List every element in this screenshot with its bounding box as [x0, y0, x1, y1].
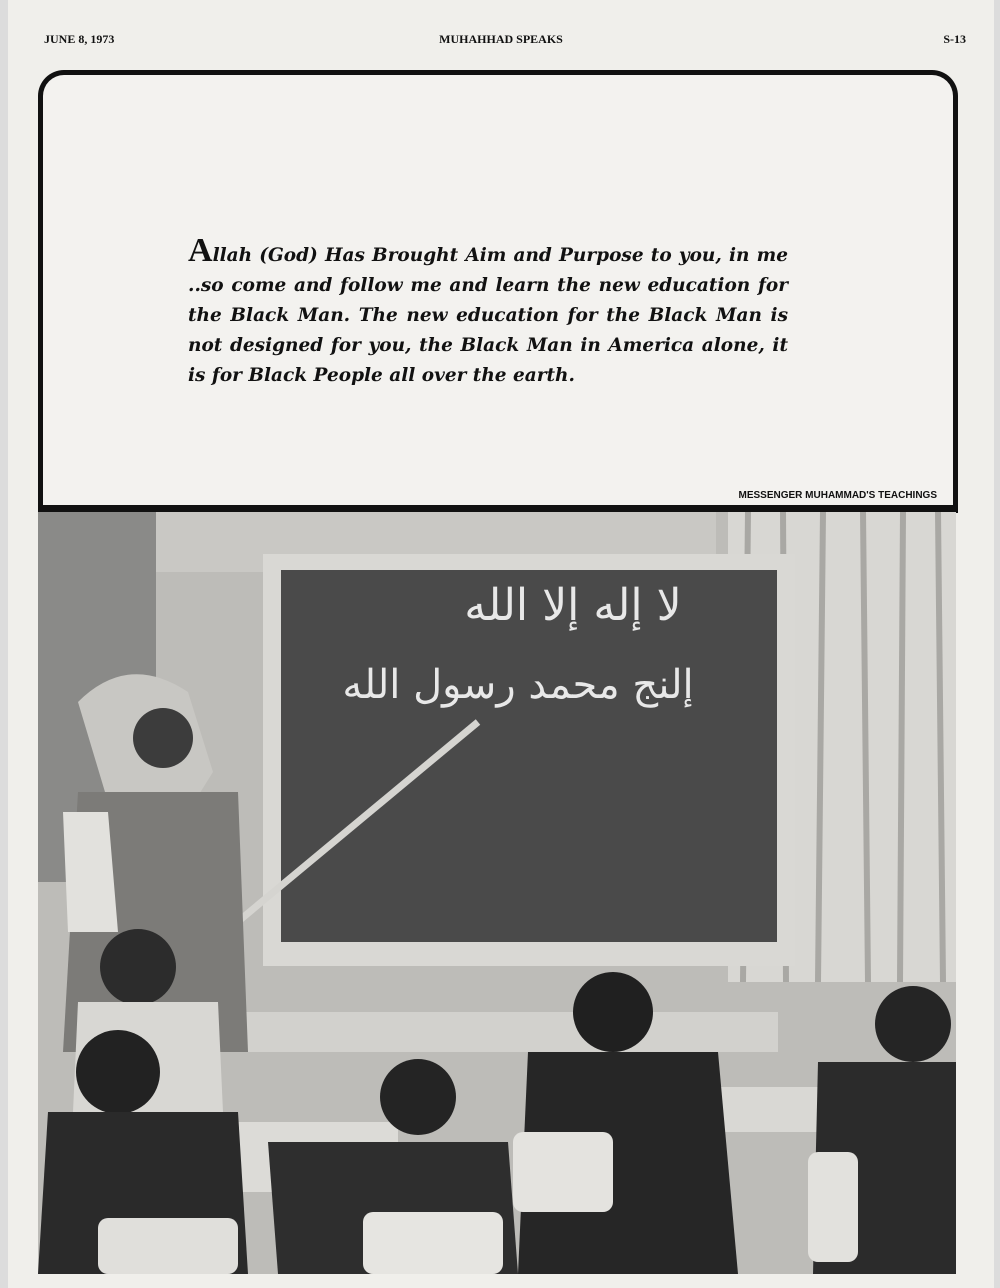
drop-cap: A	[188, 232, 213, 269]
quote-caption: MESSENGER MUHAMMAD'S TEACHINGS	[738, 490, 937, 501]
quote-text	[188, 232, 788, 391]
classroom-photo	[38, 512, 956, 1274]
newspaper-page	[8, 0, 994, 1288]
quote-box	[38, 70, 958, 513]
chalkboard-line-1: لا إله إلا الله	[464, 580, 682, 631]
page-number: S-13	[943, 32, 966, 46]
chalkboard-line-2: إلنج محمد رسول الله	[342, 662, 694, 708]
quote-body: llah (God) Has Brought Aim and Purpose to you, in me ..so come and follow me and learn the new education for the Black Man. The new education for the Black Man is not designed for you, the Black Man in America alone, it is for Black People all over the earth.	[188, 245, 788, 386]
issue-date: JUNE 8, 1973	[44, 32, 115, 46]
newspaper-title: MUHAHHAD SPEAKS	[439, 32, 563, 46]
